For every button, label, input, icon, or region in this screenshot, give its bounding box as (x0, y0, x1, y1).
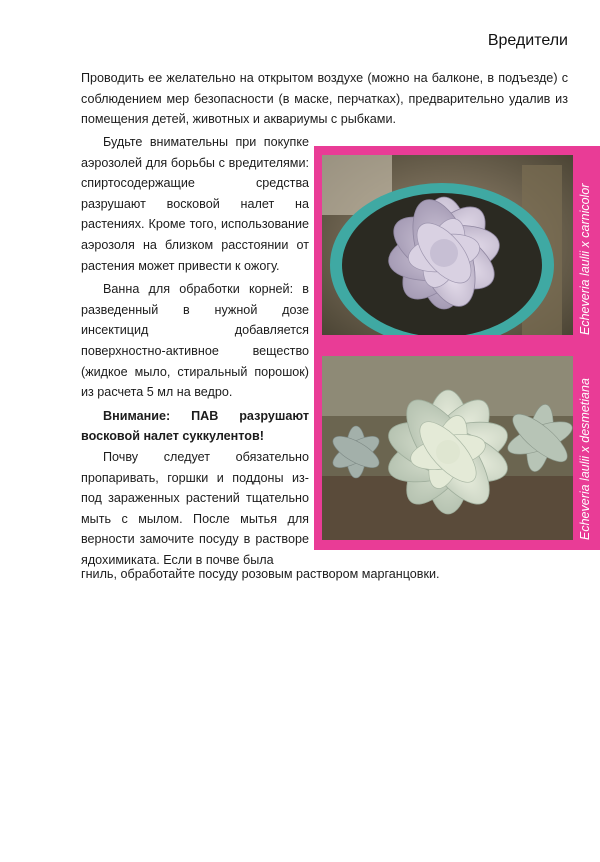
caption-desmetiana: Echeveria laulii x desmetiana (578, 378, 592, 540)
soil-paragraph-end (81, 564, 568, 585)
intro-text: Проводить ее желательно на открытом воздухе (можно на балконе, в подъезде) с соблюдением мер безопасности (в маске, перчатках), предварительно удалив из помещения детей, животных и аквариумы с рыбками. (81, 71, 568, 127)
intro-paragraph (81, 68, 568, 130)
photo-echeveria-carnicolor (322, 155, 573, 335)
caption-carnicolor: Echeveria laulii x carnicolor (578, 183, 592, 335)
section-title: Вредители (487, 32, 568, 49)
aerosol-paragraph: Будьте внимательны при покупке аэрозолей для борьбы с вредителями: спиртосодержащие средства разрушают восковой налет на растениях. Кроме того, использование аэрозоля на близком расстоянии от растения может привести к ожогу. (81, 135, 309, 273)
left-column (81, 132, 309, 570)
photo-echeveria-desmetiana (322, 356, 573, 540)
warning-paragraph: Внимание: ПАВ разрушают восковой налет суккулентов! (81, 408, 309, 444)
soil-end-text: гниль, обработайте посуду розовым раствором марганцовки. (81, 567, 440, 581)
bath-paragraph: Ванна для обработки корней: в разведенный в нужной дозе инсектицид добавляется поверхностно-активное вещество (жидкое мыло, стиральный порошок) из расчета 5 мл на ведро. (81, 282, 309, 400)
soil-paragraph: Почву следует обязательно пропаривать, горшки и поддоны из-под зараженных растений тщательно мыть с мылом. После мытья для верности замочите посуду в растворе ядохимиката. Если в почве была (81, 449, 309, 567)
